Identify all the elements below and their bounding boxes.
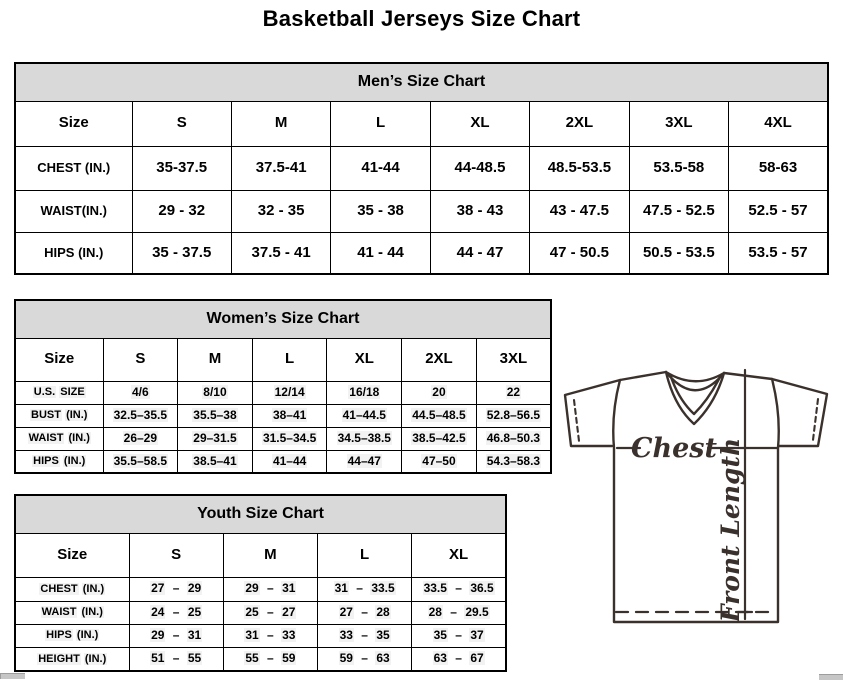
column-header: S: [129, 533, 223, 577]
value-cell: [178, 450, 253, 473]
value-cell: [178, 427, 253, 450]
column-header: 2XL: [402, 338, 477, 381]
highlighted-token: 29–31.5: [193, 430, 237, 445]
highlighted-token: 31.5–34.5: [262, 430, 317, 445]
value-cell: [402, 427, 477, 450]
value-cell: [402, 404, 477, 427]
highlighted-token: (IN.): [63, 455, 86, 468]
highlighted-token: 29.5: [465, 604, 489, 619]
highlighted-token: 22: [506, 384, 521, 399]
jersey-torso-outline: [613, 372, 779, 622]
highlighted-token: 29: [245, 581, 259, 596]
highlighted-token: 35: [433, 627, 447, 642]
highlighted-token: HEIGHT: [38, 652, 80, 665]
value-cell: 24 – 25: [129, 601, 223, 624]
row-label: [15, 647, 129, 671]
highlighted-token: 44–47: [347, 453, 381, 468]
highlighted-token: 33: [339, 627, 353, 642]
highlighted-token: 31: [187, 627, 202, 642]
value-cell: [252, 404, 327, 427]
size-corner-header: Size: [15, 338, 103, 381]
table-title: Women’s Size Chart: [15, 300, 551, 338]
highlighted-token: 38–41: [272, 407, 307, 422]
highlighted-token: 16/18: [349, 384, 380, 399]
highlighted-token: 35.5–38: [193, 407, 237, 422]
value-cell: 25 – 27: [223, 601, 317, 624]
value-cell: [327, 381, 402, 404]
value-cell: 44 - 47: [430, 232, 529, 274]
value-cell: 47 - 50.5: [530, 232, 629, 274]
highlighted-token: 46.8–50.3: [486, 430, 541, 445]
highlighted-token: HIPS: [46, 629, 72, 642]
highlighted-token: (IN.): [68, 432, 90, 445]
highlighted-token: 32.5–35.5: [113, 407, 168, 422]
value-cell: 35 - 38: [331, 190, 430, 232]
value-cell: 31 – 33: [223, 624, 317, 647]
highlighted-token: 54.3–58.3: [486, 453, 541, 468]
value-cell: 44-48.5: [430, 146, 529, 190]
highlighted-token: WAIST: [41, 606, 77, 619]
womens-size-chart-table: [14, 299, 552, 474]
table-row: [15, 381, 551, 404]
value-cell: 53.5-58: [629, 146, 728, 190]
column-header: L: [331, 101, 430, 146]
value-cell: [476, 450, 551, 473]
highlighted-token: 4/6: [131, 384, 149, 399]
youth-size-chart-table: [14, 494, 507, 672]
row-label: [15, 427, 103, 450]
value-cell: [402, 381, 477, 404]
highlighted-token: 38.5–41: [193, 453, 237, 468]
highlighted-token: 36.5: [470, 581, 494, 596]
column-header: XL: [430, 101, 529, 146]
value-cell: [252, 427, 327, 450]
value-cell: [252, 450, 327, 473]
front-length-label: Front Length: [716, 437, 745, 623]
highlighted-token: HIPS: [33, 455, 59, 468]
value-cell: 35-37.5: [132, 146, 231, 190]
highlighted-token: 35: [376, 627, 390, 642]
row-label: [15, 450, 103, 473]
table-row: [15, 647, 506, 671]
value-cell: 48.5-53.5: [530, 146, 629, 190]
column-header: 3XL: [476, 338, 551, 381]
row-label: HIPS (IN.): [15, 232, 132, 274]
chest-label: Chest: [631, 433, 717, 464]
highlighted-token: 55: [187, 651, 202, 666]
highlighted-token: 37: [470, 627, 484, 642]
highlighted-token: 8/10: [203, 384, 227, 399]
column-header: 3XL: [629, 101, 728, 146]
value-cell: 31 – 33.5: [318, 577, 412, 601]
highlighted-token: 63: [376, 651, 390, 666]
value-cell: 59 – 63: [318, 647, 412, 671]
row-label: WAIST(IN.): [15, 190, 132, 232]
value-cell: 35 – 37: [412, 624, 506, 647]
highlighted-token: 29: [151, 627, 165, 642]
value-cell: 29 - 32: [132, 190, 231, 232]
highlighted-token: (IN.): [66, 409, 88, 422]
value-cell: [178, 381, 253, 404]
value-cell: 43 - 47.5: [530, 190, 629, 232]
highlighted-token: CHEST: [40, 582, 78, 595]
size-corner-header: Size: [15, 101, 132, 146]
column-header: M: [178, 338, 253, 381]
column-header: L: [318, 533, 412, 577]
table-row: [15, 404, 551, 427]
row-label: [15, 624, 129, 647]
highlighted-token: 34.5–38.5: [337, 430, 391, 445]
highlighted-token: 27: [151, 581, 165, 596]
highlighted-token: SIZE: [60, 386, 85, 399]
highlighted-token: 12/14: [274, 384, 305, 399]
table-row: [15, 146, 828, 190]
value-cell: 55 – 59: [223, 647, 317, 671]
column-header: S: [132, 101, 231, 146]
value-cell: [476, 427, 551, 450]
value-cell: [103, 404, 178, 427]
highlighted-token: 63: [433, 651, 447, 666]
table-row: [15, 450, 551, 473]
value-cell: 51 – 55: [129, 647, 223, 671]
highlighted-token: 44.5–48.5: [412, 407, 466, 422]
scrollbar-fragment-right: [819, 674, 843, 680]
highlighted-token: 52.8–56.5: [486, 407, 541, 422]
value-cell: [327, 450, 402, 473]
table-row: [15, 190, 828, 232]
value-cell: 29 – 31: [129, 624, 223, 647]
highlighted-token: 20: [432, 384, 446, 399]
value-cell: 27 – 28: [318, 601, 412, 624]
column-header: S: [103, 338, 178, 381]
mens-size-chart-table: [14, 62, 829, 275]
value-cell: 29 – 31: [223, 577, 317, 601]
table-title: Youth Size Chart: [15, 495, 506, 533]
value-cell: 37.5-41: [231, 146, 330, 190]
table-row: [15, 232, 828, 274]
highlighted-token: BUST: [31, 409, 61, 422]
column-header: M: [223, 533, 317, 577]
value-cell: 35 - 37.5: [132, 232, 231, 274]
value-cell: [103, 427, 178, 450]
value-cell: [476, 381, 551, 404]
column-header: XL: [412, 533, 506, 577]
highlighted-token: (IN.): [82, 582, 105, 595]
highlighted-token: 59: [282, 651, 296, 666]
value-cell: 52.5 - 57: [729, 190, 828, 232]
highlighted-token: 33.5: [371, 581, 395, 596]
value-cell: [103, 381, 178, 404]
page-title: Basketball Jerseys Size Chart: [262, 6, 581, 31]
highlighted-token: 31: [245, 627, 259, 642]
highlighted-token: 29: [187, 581, 202, 596]
highlighted-token: 25: [245, 604, 259, 619]
highlighted-token: 26–29: [123, 430, 158, 445]
row-label: CHEST (IN.): [15, 146, 132, 190]
value-cell: 47.5 - 52.5: [629, 190, 728, 232]
highlighted-token: (IN.): [84, 652, 107, 665]
value-cell: 37.5 - 41: [231, 232, 330, 274]
jersey-left-sleeve-outline: [565, 380, 620, 446]
highlighted-token: 25: [187, 604, 202, 619]
value-cell: [327, 404, 402, 427]
table-row: [15, 427, 551, 450]
highlighted-token: 31: [334, 581, 348, 596]
value-cell: [476, 404, 551, 427]
value-cell: [252, 381, 327, 404]
value-cell: 27 – 29: [129, 577, 223, 601]
highlighted-token: 33.5: [423, 581, 447, 596]
column-header: 2XL: [530, 101, 629, 146]
value-cell: [327, 427, 402, 450]
value-cell: 41-44: [331, 146, 430, 190]
right-sleeve-seam-dashed-line: [813, 399, 818, 440]
highlighted-token: 33: [282, 627, 296, 642]
highlighted-token: (IN.): [81, 606, 103, 619]
highlighted-token: 41–44.5: [342, 407, 386, 422]
column-header: L: [252, 338, 327, 381]
highlighted-token: 55: [245, 651, 259, 666]
highlighted-token: 59: [339, 651, 353, 666]
column-header: XL: [327, 338, 402, 381]
row-label: [15, 381, 103, 404]
size-corner-header: Size: [15, 533, 129, 577]
highlighted-token: 38.5–42.5: [412, 430, 466, 445]
highlighted-token: 67: [470, 651, 484, 666]
value-cell: 33.5 – 36.5: [412, 577, 506, 601]
row-label: [15, 404, 103, 427]
highlighted-token: U.S.: [33, 386, 56, 399]
highlighted-token: 28: [376, 604, 390, 619]
value-cell: 38 - 43: [430, 190, 529, 232]
highlighted-token: 27: [282, 604, 296, 619]
value-cell: 32 - 35: [231, 190, 330, 232]
jersey-diagram-svg: [558, 362, 843, 628]
highlighted-token: 24: [151, 604, 165, 619]
highlighted-token: 27: [339, 604, 353, 619]
table-row: [15, 624, 506, 647]
highlighted-token: 35.5–58.5: [113, 453, 168, 468]
left-sleeve-seam-dashed-line: [574, 400, 579, 441]
value-cell: [103, 450, 178, 473]
table-title: Men’s Size Chart: [15, 63, 828, 101]
column-header: 4XL: [729, 101, 828, 146]
highlighted-token: (IN.): [76, 629, 99, 642]
highlighted-token: 31: [282, 581, 296, 596]
value-cell: [178, 404, 253, 427]
highlighted-token: 51: [151, 651, 165, 666]
value-cell: 28 – 29.5: [412, 601, 506, 624]
scrollbar-fragment-left: [0, 673, 25, 679]
table-row: [15, 577, 506, 601]
jersey-measurement-diagram: [558, 362, 843, 628]
table-row: [15, 601, 506, 624]
value-cell: 58-63: [729, 146, 828, 190]
row-label: [15, 601, 129, 624]
value-cell: 50.5 - 53.5: [629, 232, 728, 274]
value-cell: 41 - 44: [331, 232, 430, 274]
highlighted-token: 28: [428, 604, 442, 619]
jersey-right-sleeve-outline: [772, 379, 827, 446]
value-cell: 53.5 - 57: [729, 232, 828, 274]
value-cell: [402, 450, 477, 473]
highlighted-token: 47–50: [422, 453, 456, 468]
highlighted-token: WAIST: [28, 432, 64, 445]
row-label: [15, 577, 129, 601]
value-cell: 63 – 67: [412, 647, 506, 671]
highlighted-token: 41–44: [272, 453, 307, 468]
column-header: M: [231, 101, 330, 146]
value-cell: 33 – 35: [318, 624, 412, 647]
